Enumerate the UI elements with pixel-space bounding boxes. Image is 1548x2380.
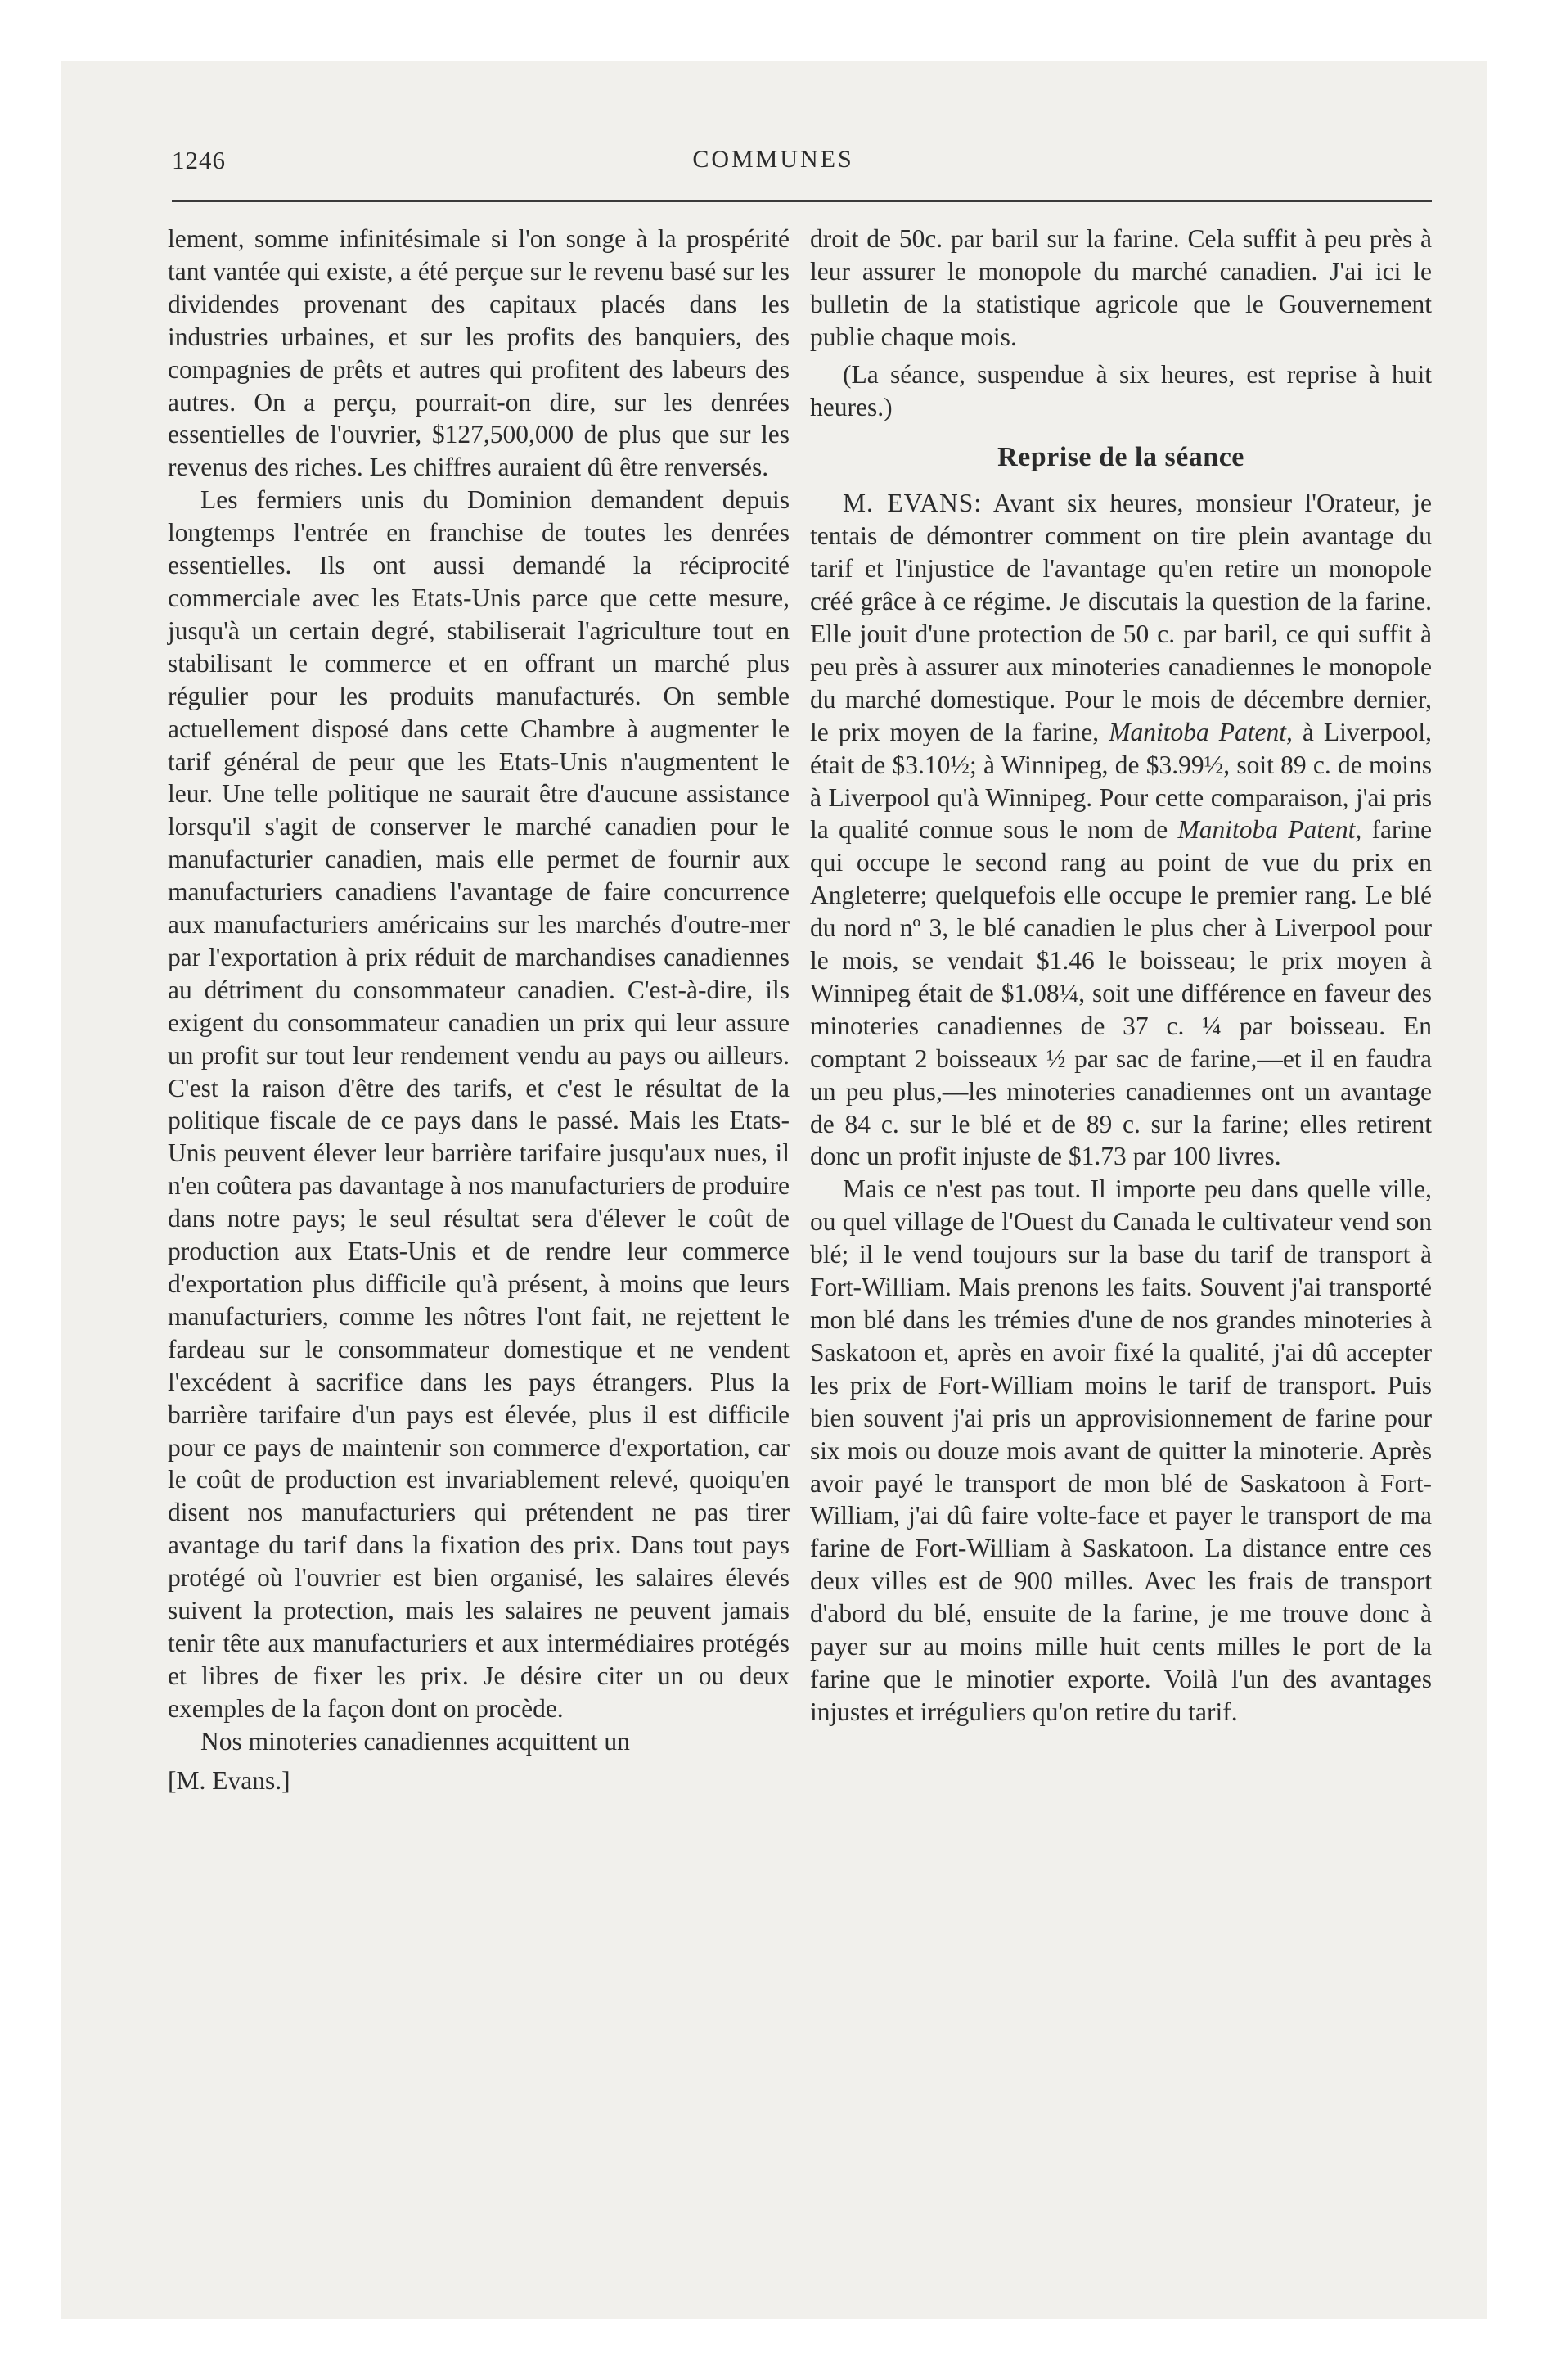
session-note: (La séance, suspendue à six heures, est reprise à huit heures.) <box>810 359 1432 421</box>
right-paragraph-2-part-c: farine qui occupe le second rang au point de vue du prix en Angleterre; quelquefois elle occupe le premier rang. Le blé du nord nº 3, le blé canadien le plus cher à Liverpool pour le mois, se vendait $1.46 le boisseau; le prix moyen à Winnipeg était de $1.08¼, soit une différence en faveur des minoteries canadiennes de 37 c. ¼ par boisseau. En comptant 2 boisseaux ½ par sac de farine,—et il en faudra un peu plus,—les minoteries canadiennes ont un avantage de 84 c. sur le blé et de 89 c. sur la farine; elles retirent donc un profit injuste de $1.73 par 100 livres. <box>810 815 1432 1171</box>
running-head: COMMUNES <box>692 146 854 173</box>
left-paragraph-2: Les fermiers unis du Dominion demandent depuis longtemps l'entrée en franchise de toutes les denrées essentielles. Ils ont aussi demandé la réciprocité commerciale avec les Etats-Unis parce que cette mesure, jusqu'à un certain degré, stabiliserait l'agriculture tout en stabilisant le commerce et en offrant un marché plus régulier pour les produits manufacturés. On semble actuellement disposé dans cette Chambre à augmenter le tarif général de peur que les Etats-Unis n'augmentent le leur. Une telle politique ne saurait être d'aucune assistance lorsqu'il s'agit de conserver le marché canadien pour le manufacturier canadien, mais elle permet de fournir aux manufacturiers canadiens l'avantage de faire concurrence aux manufacturiers américains sur les marchés d'outre-mer par l'exportation à prix réduit de marchandises canadiennes au détriment du consommateur canadien. C'est-à-dire, ils exigent du consommateur canadien un prix qui leur assure un profit sur tout leur rendement vendu au pays ou ailleurs. C'est la raison d'être des tarifs, et c'est le résultat de la politique fiscale de ce pays dans le passé. Mais les Etats-Unis peuvent élever leur barrière tarifaire jusqu'aux nues, il n'en coûtera pas davantage à nos manufacturiers de produire dans notre pays; le seul résultat sera d'élever le coût de production aux Etats-Unis et de rendre leur commerce d'exportation plus difficile qu'à présent, à moins que leurs manufacturiers, comme les nôtres l'ont fait, ne rejettent le fardeau sur le consommateur domestique et ne vendent l'excédent à sacrifice dans les pays étrangers. Plus la barrière tarifaire d'un pays est élevée, plus il est difficile pour ce pays de maintenir son commerce d'exportation, car le coût de production est invariablement relevé, quoiqu'en disent nos manufacturiers qui prétendent ne pas tirer avantage du tarif dans la fixation des prix. Dans tout pays protégé où l'ouvrier est bien organisé, les salaires élevés suivent la protection, mais les salaires ne peuvent jamais tenir tête aux manufacturiers et aux intermédiaires protégés et libres de fixer les prix. Je désire citer un ou deux exemples de la façon dont on procède. <box>168 485 790 1723</box>
flour-grade-2: Manitoba Patent, <box>1177 815 1362 845</box>
right-paragraph-1: droit de 50c. par baril sur la farine. Cela suffit à peu près à leur assurer le monopole du marché canadien. J'ai ici le bulletin de la statistique agricole que le Gouvernement publie chaque mois. <box>810 224 1432 351</box>
right-paragraph-2-part-a: Avant six heures, monsieur l'Orateur, je tentais de démontrer comment on tire plein avantage du tarif et l'injustice de l'avantage qu'en retire un monopole créé grâce à ce régime. Je discutais la question de la farine. Elle jouit d'une protection de 50 c. par baril, ce qui suffit à peu près à assurer aux minoteries canadiennes le monopole du marché domestique. Pour le mois de décembre dernier, le prix moyen de la farine, <box>810 489 1432 746</box>
speaker-name: M. EVANS: <box>843 489 983 518</box>
header-rule <box>172 200 1432 202</box>
page-number: 1246 <box>172 146 226 174</box>
page-header <box>110 146 1436 195</box>
right-paragraph-3: Mais ce n'est pas tout. Il importe peu dans quelle ville, ou quel village de l'Ouest du Canada le cultivateur vend son blé; il le vend toujours sur la base du tarif de transport à Fort-William. Mais prenons les faits. Souvent j'ai transporté mon blé dans les trémies d'une de nos grandes minoteries à Saskatoon et, après en avoir fixé la qualité, j'ai dû accepter les prix de Fort-William moins le tarif de transport. Puis bien souvent j'ai pris un approvisionnement de farine pour six mois ou douze mois avant de quitter la minoterie. Après avoir payé le transport de mon blé de Saskatoon à Fort-William, j'ai dû faire volte-face et payer le transport de ma farine de Fort-William à Saskatoon. La distance entre ces deux villes est de 900 milles. Avec les frais de transport d'abord du blé, ensuite de la farine, je me trouve donc à payer sur au moins mille huit cents milles le port de la farine que le minotier exporte. Voilà l'un des avantages injustes et irréguliers qu'on retire du tarif. <box>810 1174 1432 1726</box>
speaker-footer: [M. Evans.] <box>168 1765 290 1795</box>
left-column <box>168 223 790 1797</box>
left-paragraph-1: lement, somme infinitésimale si l'on songe à la prospérité tant vantée qui existe, a été perçue sur le revenu basé sur les dividendes provenant des capitaux placés dans les industries urbaines, et sur les profits des banquiers, des compagnies de prêts et autres qui profitent des labeurs des autres. On a perçu, pourrait-on dire, sur les denrées essentielles de l'ouvrier, $127,500,000 de plus que sur les revenus des riches. Les chiffres auraient dû être renversés. <box>168 224 790 482</box>
flour-grade-1: Manitoba Patent, <box>1109 717 1293 746</box>
right-paragraph-2 <box>810 487 1432 1173</box>
right-paragraph-2-part-b: à Liverpool, était de $3.10½; à Winnipeg, de $3.99½, soit 89 c. de moins à Liverpool qu'à Winnipeg. Pour cette comparaison, j'ai pris la qualité connue sous le nom de <box>810 717 1433 845</box>
section-heading: Reprise de la séance <box>997 442 1244 473</box>
right-column <box>810 223 1432 1729</box>
left-paragraph-3: Nos minoteries canadiennes acquittent un <box>200 1726 630 1756</box>
